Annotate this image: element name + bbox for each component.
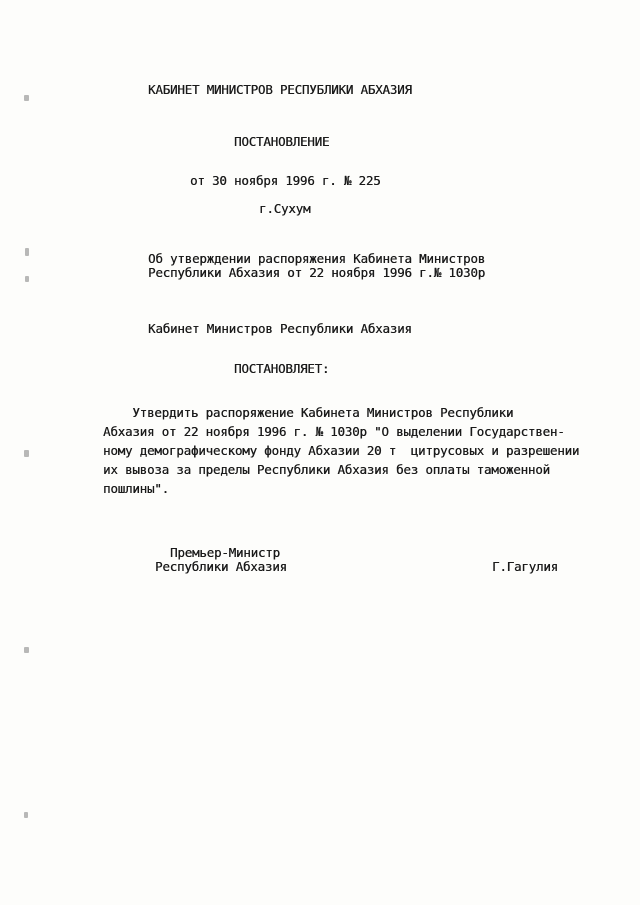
body-text-line: Утвердить распоряжение Кабинета Министров Республики (103, 405, 514, 420)
document-type: ПОСТАНОВЛЕНИЕ (234, 134, 330, 149)
scan-mark (24, 450, 29, 457)
subject-line-2: Республики Абхазия от 22 ноября 1996 г.№ 1030р (148, 265, 485, 280)
body-text-line: ному демографическому фонду Абхазии 20 т цитрусовых и разрешении (103, 443, 580, 458)
date-and-number: от 30 ноября 1996 г. № 225 (190, 173, 381, 188)
scan-mark (24, 812, 28, 818)
scan-mark (25, 248, 29, 256)
scan-mark (25, 276, 29, 282)
organization-title: КАБИНЕТ МИНИСТРОВ РЕСПУБЛИКИ АБХАЗИЯ (148, 82, 412, 97)
signatory-name: Г.Гагулия (492, 559, 558, 574)
scan-mark (24, 647, 29, 653)
issuer: Кабинет Министров Республики Абхазия (148, 321, 412, 336)
body-text-line: их вывоза за пределы Республики Абхазия без оплаты таможенной (103, 462, 550, 477)
subject-line-1: Об утверждении распоряжения Кабинета Министров (148, 251, 485, 266)
body-text-line: Абхазия от 22 ноября 1996 г. № 1030р "О выделении Государствен- (103, 424, 565, 439)
scan-mark (24, 95, 29, 101)
city: г.Сухум (259, 201, 311, 216)
signatory-title-line-1: Премьер-Министр (170, 545, 280, 560)
body-text-line: пошлины". (103, 481, 169, 496)
signatory-title-line-2: Республики Абхазия (155, 559, 287, 574)
decrees-heading: ПОСТАНОВЛЯЕТ: (234, 361, 330, 376)
